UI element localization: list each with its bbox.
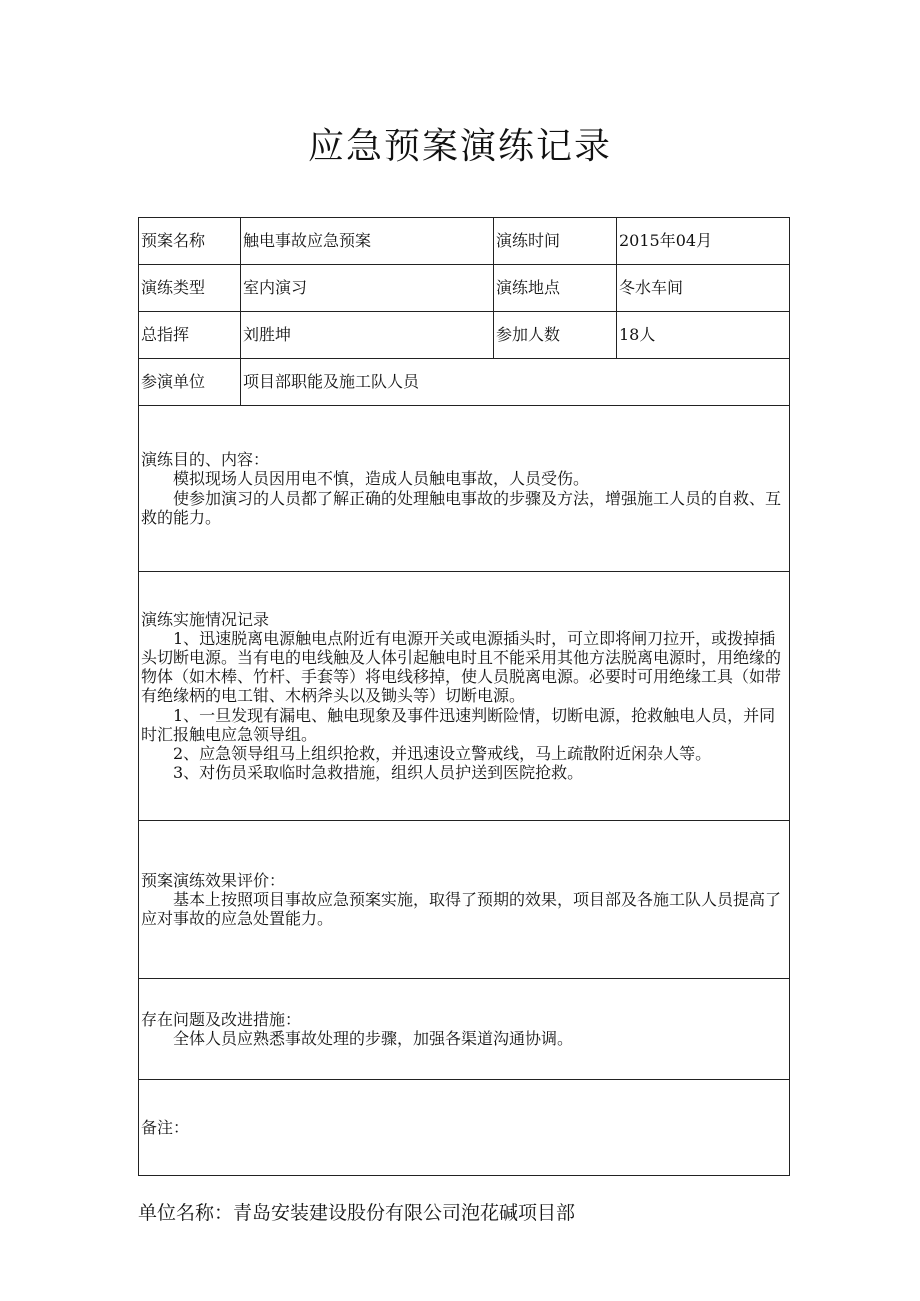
table-row — [139, 359, 790, 406]
table-row — [139, 312, 790, 359]
evaluation-heading: 预案演练效果评价： — [141, 870, 286, 890]
commander-value: 刘胜坤 — [241, 312, 494, 359]
remarks-section — [139, 1080, 790, 1176]
document-title: 应急预案演练记录 — [307, 126, 612, 167]
table-row — [139, 406, 790, 572]
evaluation-paragraph: 基本上按照项目事故应急预案实施，取得了预期的效果，项目部及各施工队人员提高了应对事故的应急处置能力。 — [141, 889, 782, 929]
implementation-paragraph: 1、一旦发现有漏电、触电现象及事件迅速判断险情，切断电源，抢救触电人员，并同时汇报触电应急领导组。 — [141, 705, 776, 744]
implementation-section — [139, 572, 790, 821]
participants-label: 参加人数 — [494, 312, 617, 359]
purpose-paragraph: 使参加演习的人员都了解正确的处理触电事故的步骤及方法，增强施工人员的自救、互救的能力。 — [141, 488, 782, 527]
table-row — [139, 821, 790, 979]
commander-label: 总指挥 — [139, 312, 241, 359]
evaluation-section — [139, 821, 790, 979]
purpose-paragraph: 模拟现场人员因用电不慎，造成人员触电事故，人员受伤。 — [173, 469, 590, 489]
implementation-paragraph: 3、对伤员采取临时急救措施，组织人员护送到医院抢救。 — [173, 763, 584, 783]
participants-value: 18人 — [617, 312, 790, 359]
drill-type-label: 演练类型 — [139, 265, 241, 312]
problems-paragraph: 全体人员应熟悉事故处理的步骤，加强各渠道沟通协调。 — [173, 1029, 574, 1048]
units-label: 参演单位 — [139, 359, 241, 406]
drill-record-table — [138, 217, 790, 1176]
table-row — [139, 572, 790, 821]
implementation-paragraph: 1、迅速脱离电源触电点附近有电源开关或电源插头时，可立即将闸刀拉开，或拨掉插头切断电源。当有电的电线触及人体引起触电时且不能采用其他方法脱离电源时，用绝缘的物体（如木棒、竹杆、手套等）将电线移掉，使人员脱离电源。必要时可用绝缘工具（如带有绝缘柄的电工钳、木柄斧头以及锄头等）切断电源。 — [141, 628, 782, 706]
drill-location-value: 冬水车间 — [617, 265, 790, 312]
drill-time-label: 演练时间 — [494, 218, 617, 265]
plan-name-label: 预案名称 — [139, 218, 241, 265]
table-row — [139, 979, 790, 1080]
drill-time-value: 2015年04月 — [617, 218, 790, 265]
drill-location-label: 演练地点 — [494, 265, 617, 312]
units-value: 项目部职能及施工队人员 — [241, 359, 790, 406]
drill-type-value: 室内演习 — [241, 265, 494, 312]
purpose-heading: 演练目的、内容： — [141, 450, 270, 470]
implementation-heading: 演练实施情况记录 — [141, 609, 270, 629]
remarks-heading: 备注： — [141, 1117, 190, 1137]
table-row — [139, 1080, 790, 1176]
problems-heading: 存在问题及改进措施： — [141, 1009, 302, 1029]
table-row — [139, 218, 790, 265]
problems-section — [139, 979, 790, 1080]
implementation-paragraph: 2、应急领导组马上组织抢救，并迅速设立警戒线，马上疏散附近闲杂人等。 — [173, 743, 712, 763]
unit-name-footer: 单位名称：青岛安装建设股份有限公司泡花碱项目部 — [138, 1202, 576, 1224]
table-row — [139, 265, 790, 312]
purpose-section — [139, 406, 790, 572]
plan-name-value: 触电事故应急预案 — [241, 218, 494, 265]
